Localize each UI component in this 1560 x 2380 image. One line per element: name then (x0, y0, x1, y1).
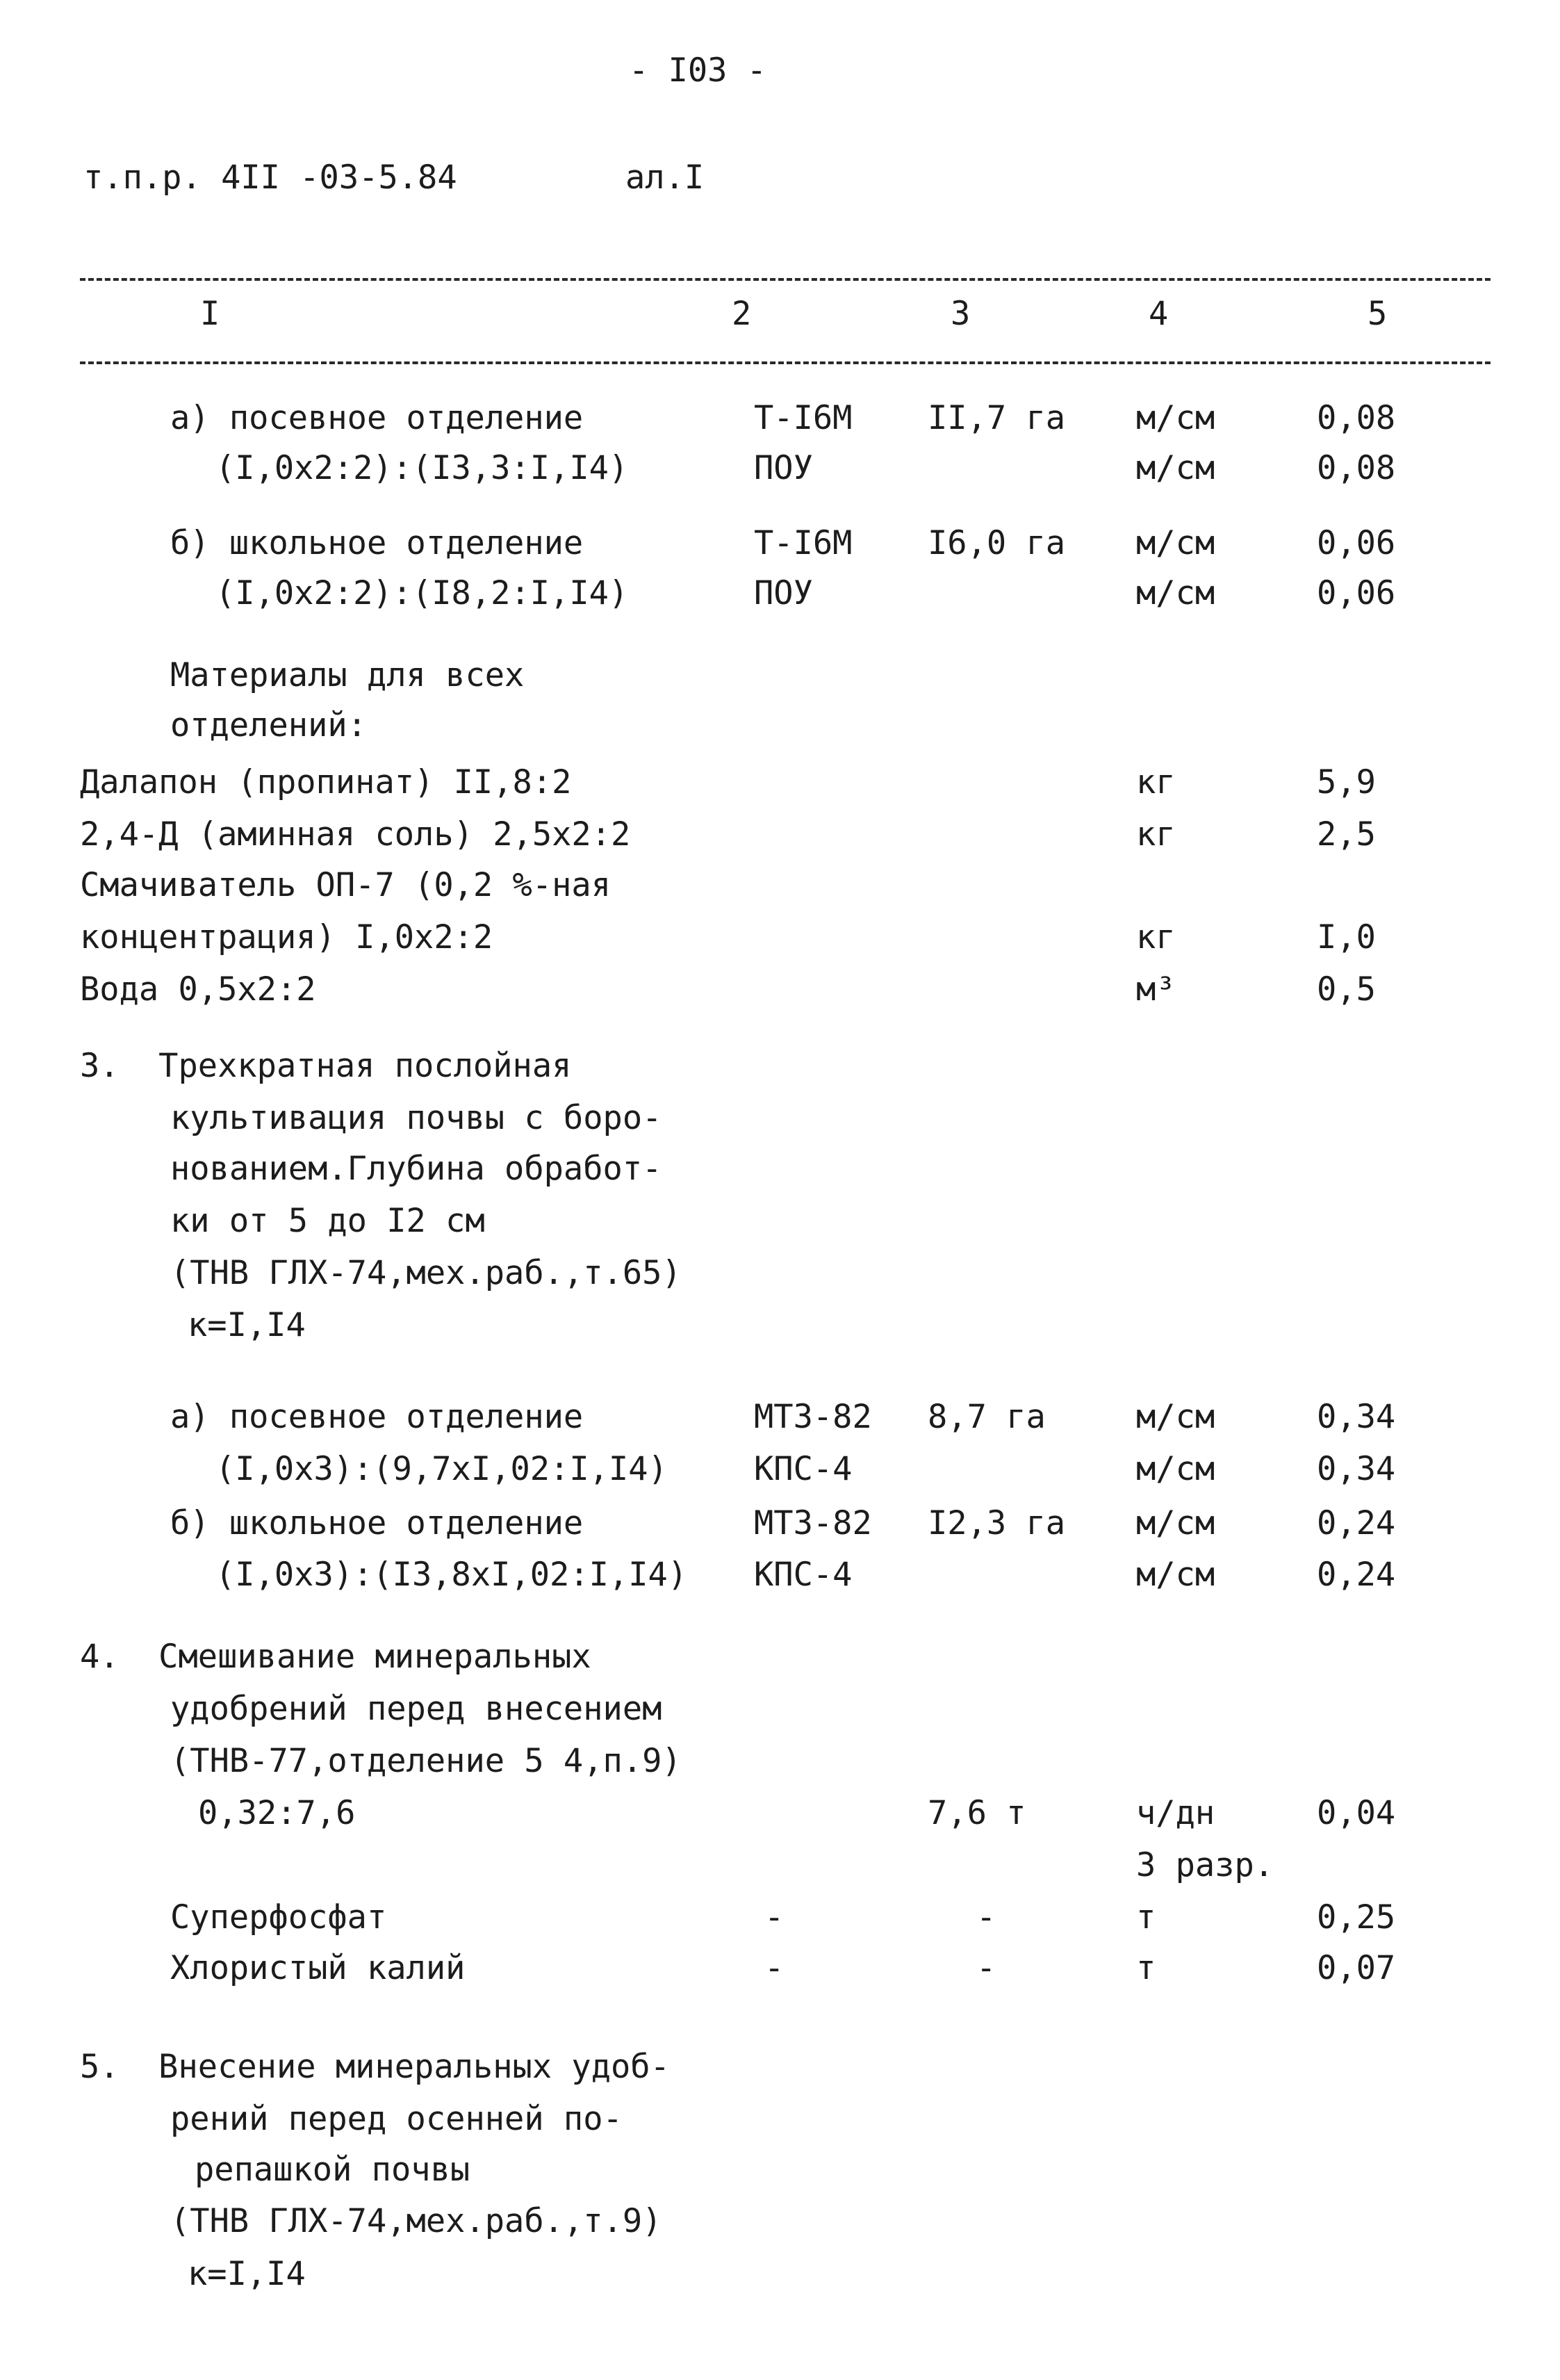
cell-col-1: (ТНВ-77,отделение 5 4,п.9) (170, 1742, 682, 1780)
cell-col-4: м/см (1136, 1504, 1215, 1542)
cell-col-5: 2,5 (1317, 815, 1376, 854)
cell-col-3: II,7 га (928, 399, 1066, 437)
cell-col-4: м³ (1136, 970, 1176, 1009)
cell-col-5: 0,08 (1317, 399, 1396, 437)
cell-col-1: Суперфосфат (170, 1898, 387, 1937)
cell-col-4: м/см (1136, 574, 1215, 612)
cell-col-3: - (976, 1898, 996, 1937)
cell-col-1: а) посевное отделение (170, 399, 584, 437)
cell-col-1: Материалы для всех (170, 656, 525, 694)
cell-col-1: (ТНВ ГЛХ-74,мех.раб.,т.9) (170, 2202, 662, 2240)
cell-col-1: (I,0х2:2):(I8,2:I,I4) (215, 574, 629, 612)
cell-col-1: 3. Трехкратная послойная (80, 1047, 572, 1085)
cell-col-3: - (976, 1949, 996, 1987)
cell-col-2: МТЗ-82 (754, 1398, 872, 1436)
column-header-3: 3 (951, 295, 971, 333)
cell-col-4: 3 разр. (1136, 1846, 1274, 1884)
cell-col-1: к=I,I4 (188, 1306, 306, 1344)
cell-col-5: 0,5 (1317, 970, 1376, 1009)
cell-col-1: б) школьное отделение (170, 524, 584, 562)
cell-col-5: 0,34 (1317, 1398, 1396, 1436)
cell-col-2: ПОУ (754, 449, 813, 487)
cell-col-4: т (1136, 1949, 1156, 1987)
cell-col-1: Смачиватель ОП-7 (0,2 %-ная (80, 866, 611, 904)
cell-col-1: рений перед осенней по- (170, 2100, 623, 2138)
cell-col-4: кг (1136, 918, 1176, 956)
cell-col-5: 5,9 (1317, 763, 1376, 801)
cell-col-1: Далапон (пропинат) II,8:2 (80, 763, 572, 801)
cell-col-5: 0,06 (1317, 524, 1396, 562)
cell-col-1: Вода 0,5х2:2 (80, 970, 316, 1009)
cell-col-2: МТЗ-82 (754, 1504, 872, 1542)
cell-col-2: ПОУ (754, 574, 813, 612)
cell-col-5: 0,24 (1317, 1504, 1396, 1542)
cell-col-1: 2,4-Д (аминная соль) 2,5х2:2 (80, 815, 631, 854)
cell-col-2: КПС-4 (754, 1556, 853, 1594)
cell-col-5: 0,08 (1317, 449, 1396, 487)
cell-col-1: (I,0х3):(I3,8хI,02:I,I4) (215, 1556, 688, 1594)
cell-col-2: Т-I6М (754, 524, 853, 562)
cell-col-5: 0,04 (1317, 1794, 1396, 1832)
cell-col-3: I2,3 га (928, 1504, 1066, 1542)
cell-col-5: 0,07 (1317, 1949, 1396, 1987)
cell-col-2: - (764, 1898, 785, 1937)
cell-col-2: Т-I6М (754, 399, 853, 437)
column-header-1: I (200, 295, 220, 333)
cell-col-3: I6,0 га (928, 524, 1066, 562)
cell-col-1: удобрений перед внесением (170, 1690, 662, 1728)
cell-col-1: нованием.Глубина обработ- (170, 1150, 662, 1188)
table-rule-bottom (80, 361, 1491, 364)
cell-col-5: 0,06 (1317, 574, 1396, 612)
cell-col-4: м/см (1136, 1398, 1215, 1436)
cell-col-4: кг (1136, 763, 1176, 801)
column-header-2: 2 (732, 295, 752, 333)
cell-col-1: к=I,I4 (188, 2255, 306, 2293)
cell-col-4: м/см (1136, 449, 1215, 487)
cell-col-5: 0,25 (1317, 1898, 1396, 1937)
cell-col-5: 0,34 (1317, 1450, 1396, 1488)
cell-col-3: 8,7 га (928, 1398, 1046, 1436)
cell-col-1: б) школьное отделение (170, 1504, 584, 1542)
cell-col-1: концентрация) I,0х2:2 (80, 918, 493, 956)
cell-col-2: - (764, 1949, 785, 1987)
cell-col-4: м/см (1136, 399, 1215, 437)
cell-col-1: 4. Смешивание минеральных (80, 1638, 591, 1676)
album-label: ал.I (625, 158, 705, 197)
cell-col-1: ки от 5 до I2 см (170, 1202, 485, 1240)
cell-col-4: м/см (1136, 524, 1215, 562)
table-rule-top (80, 278, 1491, 281)
page-number: - I03 - (629, 51, 767, 90)
project-code: т.п.р. 4II -03-5.84 (83, 158, 457, 197)
cell-col-4: ч/дн (1136, 1794, 1215, 1832)
cell-col-1: Хлористый калий (170, 1949, 466, 1987)
cell-col-4: м/см (1136, 1556, 1215, 1594)
column-header-4: 4 (1149, 295, 1169, 333)
cell-col-1: репашкой почвы (195, 2151, 470, 2189)
column-header-5: 5 (1368, 295, 1388, 333)
cell-col-1: 5. Внесение минеральных удоб- (80, 2048, 670, 2086)
cell-col-5: 0,24 (1317, 1556, 1396, 1594)
cell-col-1: 0,32:7,6 (198, 1794, 356, 1832)
cell-col-4: кг (1136, 815, 1176, 854)
cell-col-3: 7,6 т (928, 1794, 1026, 1832)
cell-col-1: (I,0х2:2):(I3,3:I,I4) (215, 449, 629, 487)
cell-col-1: отделений: (170, 706, 367, 744)
cell-col-1: (ТНВ ГЛХ-74,мех.раб.,т.65) (170, 1254, 682, 1292)
cell-col-1: а) посевное отделение (170, 1398, 584, 1436)
cell-col-1: культивация почвы с боро- (170, 1099, 662, 1137)
cell-col-4: т (1136, 1898, 1156, 1937)
cell-col-1: (I,0х3):(9,7хI,02:I,I4) (215, 1450, 668, 1488)
cell-col-2: КПС-4 (754, 1450, 853, 1488)
cell-col-4: м/см (1136, 1450, 1215, 1488)
cell-col-5: I,0 (1317, 918, 1376, 956)
